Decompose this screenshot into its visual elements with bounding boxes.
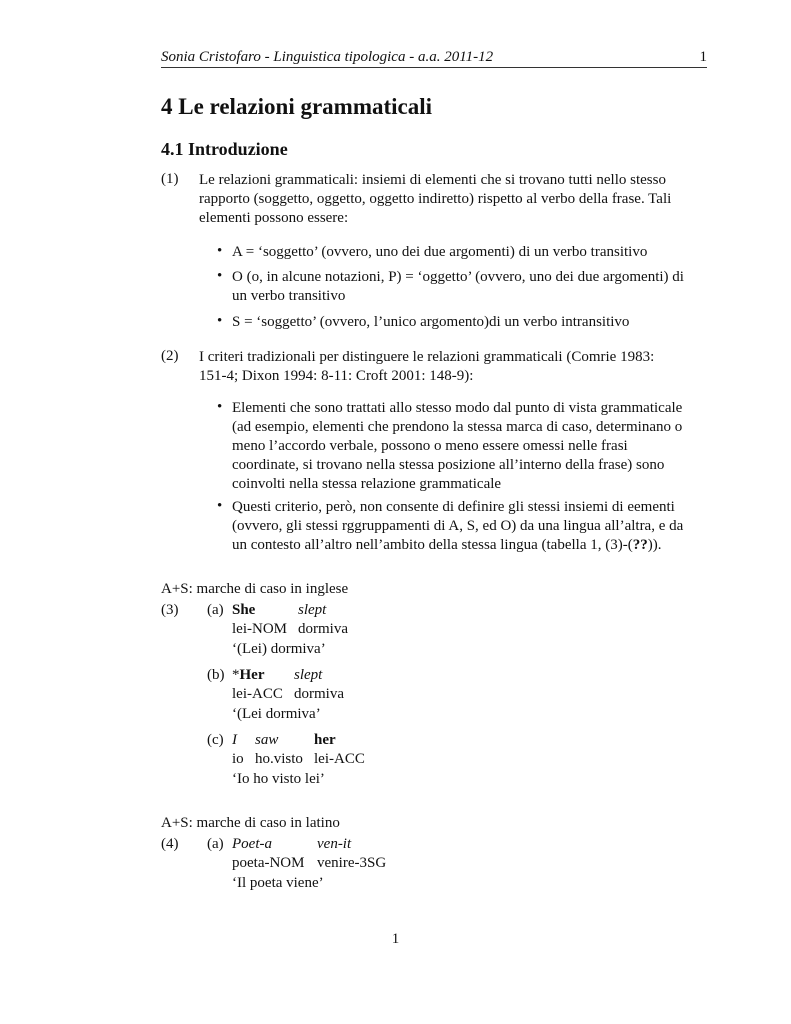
ungrammatical-mark: * [232,667,240,683]
bullet-icon: • [217,399,223,415]
bullet-icon: • [217,313,223,329]
header-page-number: 1 [699,49,707,65]
text-line: A = ‘soggetto’ (ovvero, uno dei due argomenti) di un verbo transitivo [232,244,648,260]
text-line: O (o, in alcune notazioni, P) = ‘oggetto’ (ovvero, uno dei due argomenti) di [232,269,684,285]
example-caption: A+S: marche di caso in inglese [161,581,349,597]
gloss-morpheme: io [232,751,244,767]
example-number: (2) [161,348,179,364]
gloss-translation: ‘Il poeta viene’ [232,875,324,891]
bullet-item [232,498,683,555]
gloss-word [232,667,264,684]
example-number: (4) [161,836,179,852]
text-line [232,536,683,555]
text-line: I criteri tradizionali per distinguere le relazioni grammaticali (Comrie 1983: [199,349,655,365]
section-title: 4.1 Introduzione [161,139,288,159]
bullet-item [232,399,682,494]
text-fragment: )). [647,537,662,553]
gloss-word: her [314,732,336,748]
header-title: Sonia Cristofaro - Linguistica tipologica - a.a. 2011-12 [161,49,494,65]
gloss-word: slept [298,602,327,618]
gloss-morpheme: venire-3SG [317,855,387,871]
subexample-label: (b) [207,667,225,683]
bullet-icon: • [217,498,223,514]
bullet-icon: • [217,243,223,259]
text-line: coordinate, si trovano nella stessa posizione all’interno della frase) sono [232,457,665,473]
text-line: Le relazioni grammaticali: insiemi di elementi che si trovano tutti nello stesso [199,172,666,188]
gloss-translation: ‘(Lei) dormiva’ [232,641,326,657]
footer-page-number: 1 [391,931,400,947]
subexample-label: (a) [207,836,224,852]
unresolved-reference[interactable]: ?? [632,537,648,553]
gloss-word: ven-it [317,836,352,852]
gloss-word: saw [255,732,279,748]
bullet-item [232,243,647,262]
gloss-word: She [232,602,256,618]
subexample-label: (a) [207,602,224,618]
text-line: coinvolti nella stessa relazione grammaticale [232,476,502,492]
gloss-morpheme: dormiva [294,686,344,702]
chapter-title: 4 Le relazioni grammaticali [161,94,433,119]
text-line: Elementi che sono trattati allo stesso modo dal punto di vista grammaticale [232,400,683,416]
example-text [199,348,654,386]
bullet-item [232,268,684,306]
text-line: rapporto (soggetto, oggetto, oggetto indiretto) rispetto al verbo della frase. Tali [199,191,672,207]
text-fragment: un contesto all’altro nell’ambito della stessa lingua (tabella 1, (3)-( [232,537,633,553]
gloss-morpheme: lei-NOM [232,621,287,637]
text-line: 151-4; Dixon 1994: 8-11: Croft 2001: 148-9): [199,368,474,384]
bullet-icon: • [217,268,223,284]
text-line: (ovvero, gli stessi rggruppamenti di A, S, ed O) da una lingua all’altra, e da [232,518,684,534]
example-text [199,171,671,228]
text-line: S = ‘soggetto’ (ovvero, l’unico argomento)di un verbo intransitivo [232,314,630,330]
gloss-morpheme: ho.visto [255,751,303,767]
gloss-morpheme: lei-ACC [314,751,365,767]
gloss-morpheme: lei-ACC [232,686,283,702]
example-caption: A+S: marche di caso in latino [161,815,340,831]
text-line: meno l’accordo verbale, possono o meno essere omessi nelle frasi [232,438,628,454]
text-line: elementi possono essere: [199,210,349,226]
gloss-word: Poet-a [232,836,272,852]
bullet-item [232,313,629,332]
subexample-label: (c) [207,732,224,748]
gloss-word: I [232,732,237,748]
example-number: (1) [161,171,179,187]
gloss-translation: ‘(Lei dormiva’ [232,706,321,722]
gloss-word-text: Her [239,667,265,683]
gloss-morpheme: poeta-NOM [232,855,305,871]
example-number: (3) [161,602,179,618]
gloss-word: slept [294,667,323,683]
running-header [161,49,707,68]
text-line: (ad esempio, elementi che prendono la stessa marca di caso, determinano o [232,419,683,435]
text-line: Questi criterio, però, non consente di definire gli stessi insiemi di eementi [232,499,675,515]
text-line: un verbo transitivo [232,288,346,304]
gloss-morpheme: dormiva [298,621,348,637]
gloss-translation: ‘Io ho visto lei’ [232,771,325,787]
